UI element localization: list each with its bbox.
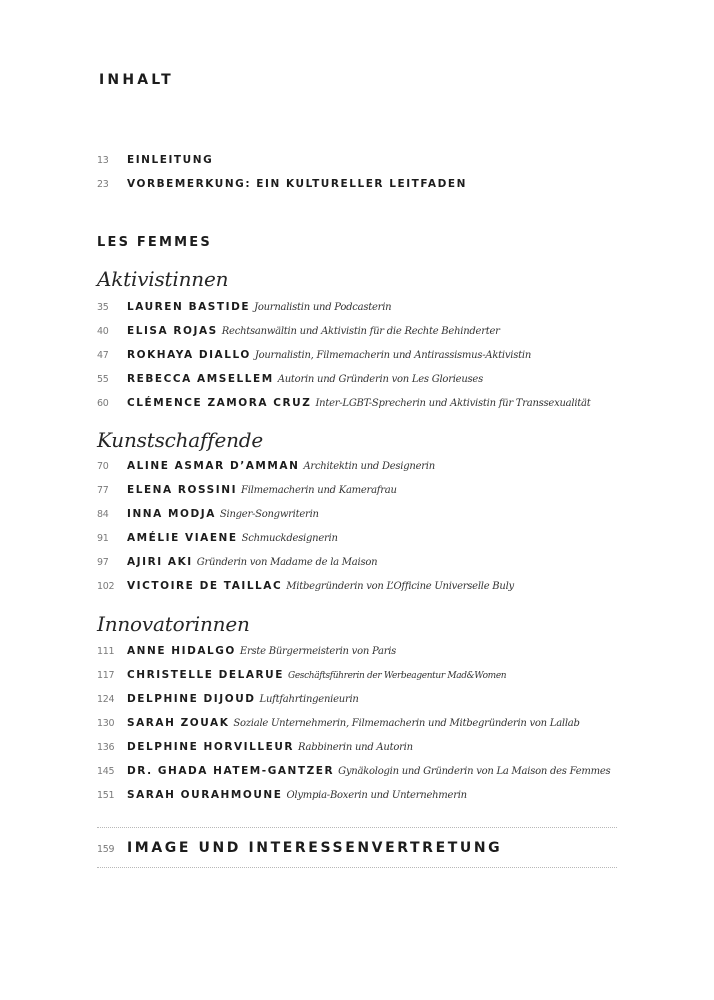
page-number: 111	[97, 646, 115, 657]
person-name: LAUREN BASTIDE	[127, 301, 251, 313]
toc-entry[interactable]	[97, 762, 610, 780]
person-name: ELENA ROSSINI	[127, 484, 238, 496]
page-number: 136	[97, 742, 115, 753]
person-description: Gynäkologin und Gründerin von La Maison des Femmes	[338, 766, 611, 777]
toc-entry-vorbemerkung[interactable]	[97, 175, 467, 193]
person-description: Olympia-Boxerin und Unternehmerin	[286, 790, 467, 801]
person-name: SARAH ZOUAK	[127, 717, 230, 729]
person-name: ANNE HIDALGO	[127, 645, 236, 657]
page-number: 60	[97, 398, 109, 409]
person-name: REBECCA AMSELLEM	[127, 373, 274, 385]
toc-entry[interactable]	[97, 738, 413, 756]
person-name: DELPHINE DIJOUD	[127, 693, 256, 705]
page-number: 102	[97, 581, 115, 592]
section-heading: LES FEMMES	[97, 235, 212, 250]
page-number: 35	[97, 302, 109, 313]
person-name: VICTOIRE DE TAILLAC	[127, 580, 283, 592]
dotted-divider-bottom	[97, 867, 617, 868]
page-number: 13	[97, 155, 109, 166]
person-name: DR. GHADA HATEM-GANTZER	[127, 765, 335, 777]
person-name: AJIRI AKI	[127, 556, 193, 568]
page-number: 145	[97, 766, 115, 777]
person-description: Inter-LGBT-Sprecherin und Aktivistin für Transsexualität	[315, 398, 591, 409]
page-number: 97	[97, 557, 109, 568]
page-number: 47	[97, 350, 109, 361]
section-title: IMAGE UND INTERESSENVERTRETUNG	[127, 840, 503, 856]
group-heading-aktivistinnen: Aktivistinnen	[97, 267, 229, 291]
person-description: Autorin und Gründerin von Les Glorieuses	[277, 374, 483, 385]
toc-entry-einleitung[interactable]	[97, 151, 213, 169]
toc-entry[interactable]	[97, 346, 531, 364]
page-number: 159	[97, 844, 115, 855]
page-number: 23	[97, 179, 109, 190]
group-heading-kunstschaffende: Kunstschaffende	[97, 428, 263, 452]
page-number: 40	[97, 326, 109, 337]
page-number: 117	[97, 670, 115, 681]
person-name: ALINE ASMAR D’AMMAN	[127, 460, 300, 472]
toc-entry[interactable]	[97, 481, 397, 499]
person-description: Journalistin und Podcasterin	[254, 302, 392, 313]
person-description: Gründerin von Madame de la Maison	[196, 557, 378, 568]
dotted-divider-top	[97, 827, 617, 828]
person-name: ROKHAYA DIALLO	[127, 349, 251, 361]
person-name: CHRISTELLE DELARUE	[127, 669, 284, 681]
person-description: Rechtsanwältin und Aktivistin für die Rechte Behinderter	[221, 326, 500, 337]
person-description: Journalistin, Filmemacherin und Antirassismus-Aktivistin	[254, 350, 532, 361]
page-number: 77	[97, 485, 109, 496]
page-number: 91	[97, 533, 109, 544]
person-name: CLÉMENCE ZAMORA CRUZ	[127, 397, 312, 409]
person-name: DELPHINE HORVILLEUR	[127, 741, 295, 753]
person-description: Luftfahrtingenieurin	[259, 694, 359, 705]
toc-entry[interactable]	[97, 690, 359, 708]
person-description: Rabbinerin und Autorin	[298, 742, 413, 753]
toc-entry[interactable]	[97, 553, 377, 571]
page-number: 130	[97, 718, 115, 729]
toc-entry[interactable]	[97, 529, 338, 547]
person-description: Mitbegründerin von L’Officine Universelle Buly	[286, 581, 514, 592]
person-name: SARAH OURAHMOUNE	[127, 789, 283, 801]
person-description: Soziale Unternehmerin, Filmemacherin und Mitbegründerin von Lallab	[233, 718, 580, 729]
page-title: INHALT	[99, 72, 174, 88]
toc-entry[interactable]	[97, 298, 391, 316]
entry-title: EINLEITUNG	[127, 154, 214, 166]
toc-entry-image-und-interessenvertretung[interactable]	[97, 837, 502, 859]
person-name: INNA MODJA	[127, 508, 216, 520]
toc-entry[interactable]	[97, 714, 580, 732]
toc-entry[interactable]	[97, 577, 514, 595]
toc-entry[interactable]	[97, 457, 435, 475]
page-number: 84	[97, 509, 109, 520]
toc-entry[interactable]	[97, 642, 396, 660]
person-description: Erste Bürgermeisterin von Paris	[239, 646, 397, 657]
person-description: Filmemacherin und Kamerafrau	[241, 485, 397, 496]
person-description: Singer-Songwriterin	[219, 509, 319, 520]
page-number: 151	[97, 790, 115, 801]
toc-entry[interactable]	[97, 394, 591, 412]
group-heading-innovatorinnen: Innovatorinnen	[97, 612, 250, 636]
person-name: AMÉLIE VIAENE	[127, 532, 238, 544]
person-description: Architektin und Designerin	[303, 461, 435, 472]
person-description: Geschäftsführerin der Werbeagentur Mad&Women	[287, 671, 507, 681]
page-number: 124	[97, 694, 115, 705]
toc-entry[interactable]	[97, 370, 483, 388]
entry-title: VORBEMERKUNG: EIN KULTURELLER LEITFADEN	[127, 178, 467, 190]
toc-entry[interactable]	[97, 505, 319, 523]
person-name: ELISA ROJAS	[127, 325, 218, 337]
toc-entry[interactable]	[97, 666, 506, 684]
page-number: 70	[97, 461, 109, 472]
toc-entry[interactable]	[97, 786, 467, 804]
toc-entry[interactable]	[97, 322, 500, 340]
page-number: 55	[97, 374, 109, 385]
person-description: Schmuckdesignerin	[241, 533, 338, 544]
